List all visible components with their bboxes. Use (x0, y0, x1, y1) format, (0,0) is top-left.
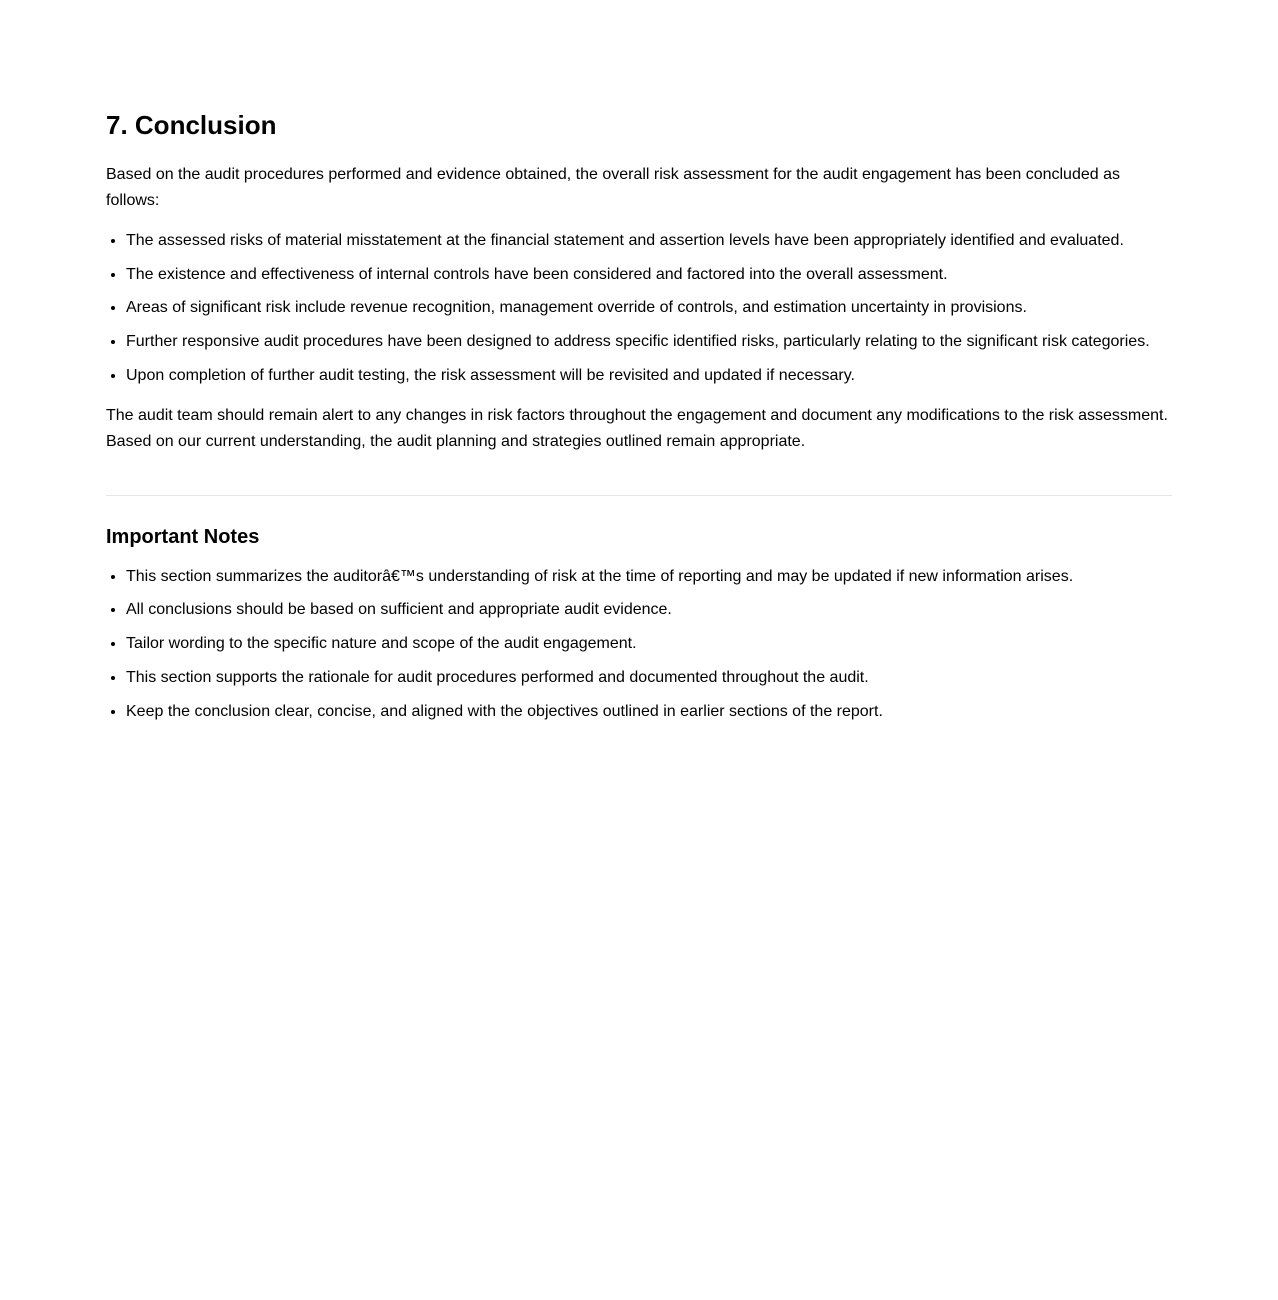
conclusion-section (106, 108, 1172, 455)
list-item: • All conclusions should be based on sufficient and appropriate audit evidence. (126, 599, 1172, 621)
list-item: • Areas of significant risk include revenue recognition, management override of controls, and estimation uncertainty in provisions. (126, 297, 1172, 319)
closing-paragraph: The audit team should remain alert to any changes in risk factors throughout the engagement and document any modifications to the risk assessment. Based on our current understanding, the audit planning and strategies outlined remain appropriate. (106, 406, 1168, 450)
notes-title: Important Notes (106, 525, 260, 548)
list-item: • The assessed risks of material misstatement at the financial statement and assertion levels have been appropriately identified and evaluated. (126, 230, 1172, 252)
list-item: • Upon completion of further audit testing, the risk assessment will be revisited and updated if necessary. (126, 365, 1172, 387)
list-item: • This section supports the rationale for audit procedures performed and documented throughout the audit. (126, 667, 1172, 689)
list-item: • Keep the conclusion clear, concise, and aligned with the objectives outlined in earlier sections of the report. (126, 701, 1172, 723)
conclusion-list (106, 230, 1172, 387)
intro-paragraph: Based on the audit procedures performed and evidence obtained, the overall risk assessment for the audit engagement has been concluded as follows: (106, 166, 1120, 209)
notes-section (106, 524, 1172, 723)
list-item: • The existence and effectiveness of internal controls have been considered and factored into the overall assessment. (126, 264, 1172, 286)
section-title: 7. Conclusion (106, 110, 277, 140)
notes-list (106, 566, 1172, 723)
document-page (106, 0, 1172, 723)
list-item: • This section summarizes the auditorâ€™s understanding of risk at the time of reporting and may be updated if new information arises. (126, 566, 1172, 588)
list-item: • Tailor wording to the specific nature and scope of the audit engagement. (126, 633, 1172, 655)
section-divider (106, 495, 1172, 496)
list-item: • Further responsive audit procedures have been designed to address specific identified risks, particularly relating to the significant risk categories. (126, 331, 1172, 353)
